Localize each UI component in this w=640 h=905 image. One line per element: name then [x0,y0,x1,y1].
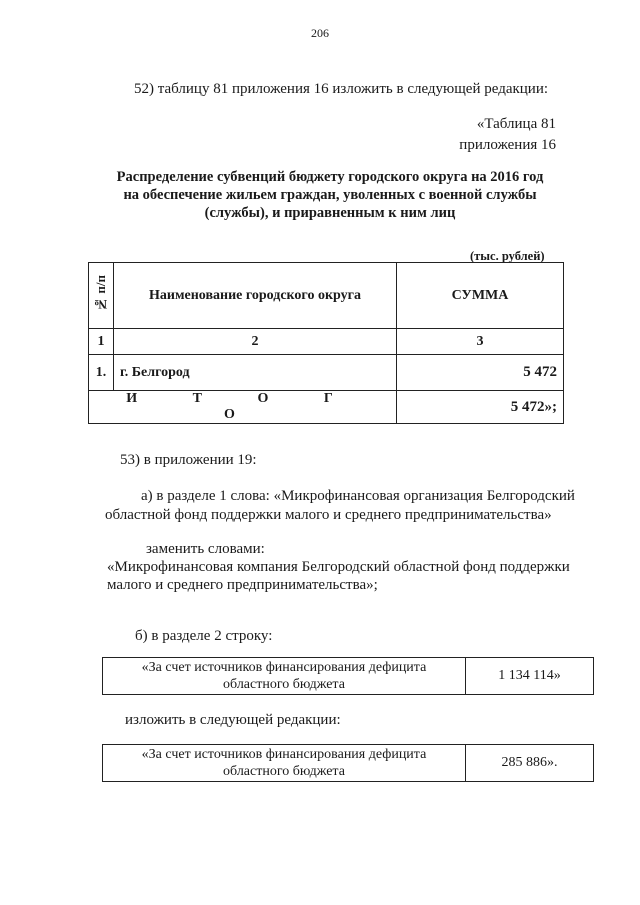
old-row-table [102,657,594,695]
restate-text: изложить в следующей редакции: [125,712,341,728]
new-row [103,745,594,782]
table-ref-line2: приложения 16 [459,137,556,153]
new-name-line2: малого и среднего предпринимательства»; [107,577,378,593]
table-title [60,168,600,222]
item-53a-line1: а) в разделе 1 слова: «Микрофинансовая организация Белгородский [141,488,575,504]
new-label-line1: «За счет источников финансирования дефицита [141,747,427,762]
header-num-label: № п/п [93,274,108,312]
col-number-1: 1 [89,329,114,355]
replace-text: заменить словами: [146,541,265,557]
col-number-2: 2 [114,329,397,355]
col-numbers-row [89,329,564,355]
new-label-line2: областного бюджета [223,764,345,779]
header-name: Наименование городского округа [114,263,397,329]
item-53a-line2: областной фонд поддержки малого и среднего предпринимательства» [105,507,552,523]
new-row-table [102,744,594,782]
table-ref-line1: «Таблица 81 [476,116,556,132]
title-line2: на обеспечение жильем граждан, уволенных с военной службы [123,187,537,203]
total-row [89,391,564,424]
item-53-text: 53) в приложении 19: [120,452,257,468]
header-sum: СУММА [397,263,564,329]
item-53b-text: б) в разделе 2 строку: [135,628,273,644]
row-num: 1. [89,355,114,391]
distribution-table [88,262,564,424]
page-number: 206 [311,26,329,40]
new-name-line1: «Микрофинансовая компания Белгородский областной фонд поддержки [107,559,570,575]
old-label-line2: областного бюджета [223,677,345,692]
total-label-cell [89,391,397,424]
row-sum: 5 472 [397,355,564,391]
total-label: И Т О Г О [126,391,359,422]
col-number-3: 3 [397,329,564,355]
new-row-value: 285 886». [466,745,594,782]
old-label-line1: «За счет источников финансирования дефицита [141,660,427,675]
new-row-label [103,745,466,782]
old-row-value: 1 134 114» [466,658,594,695]
title-line3: (службы), и приравненным к ним лиц [204,205,456,221]
header-num [89,263,114,329]
units-label: (тыс. рублей) [470,249,545,263]
title-line1: Распределение субвенций бюджету городского округа на 2016 год [116,169,544,185]
old-row-label [103,658,466,695]
row-name: г. Белгород [114,355,397,391]
table-header-row [89,263,564,329]
table-row [89,355,564,391]
item-52-text: 52) таблицу 81 приложения 16 изложить в следующей редакции: [134,81,549,97]
total-sum: 5 472»; [397,391,564,424]
old-row [103,658,594,695]
